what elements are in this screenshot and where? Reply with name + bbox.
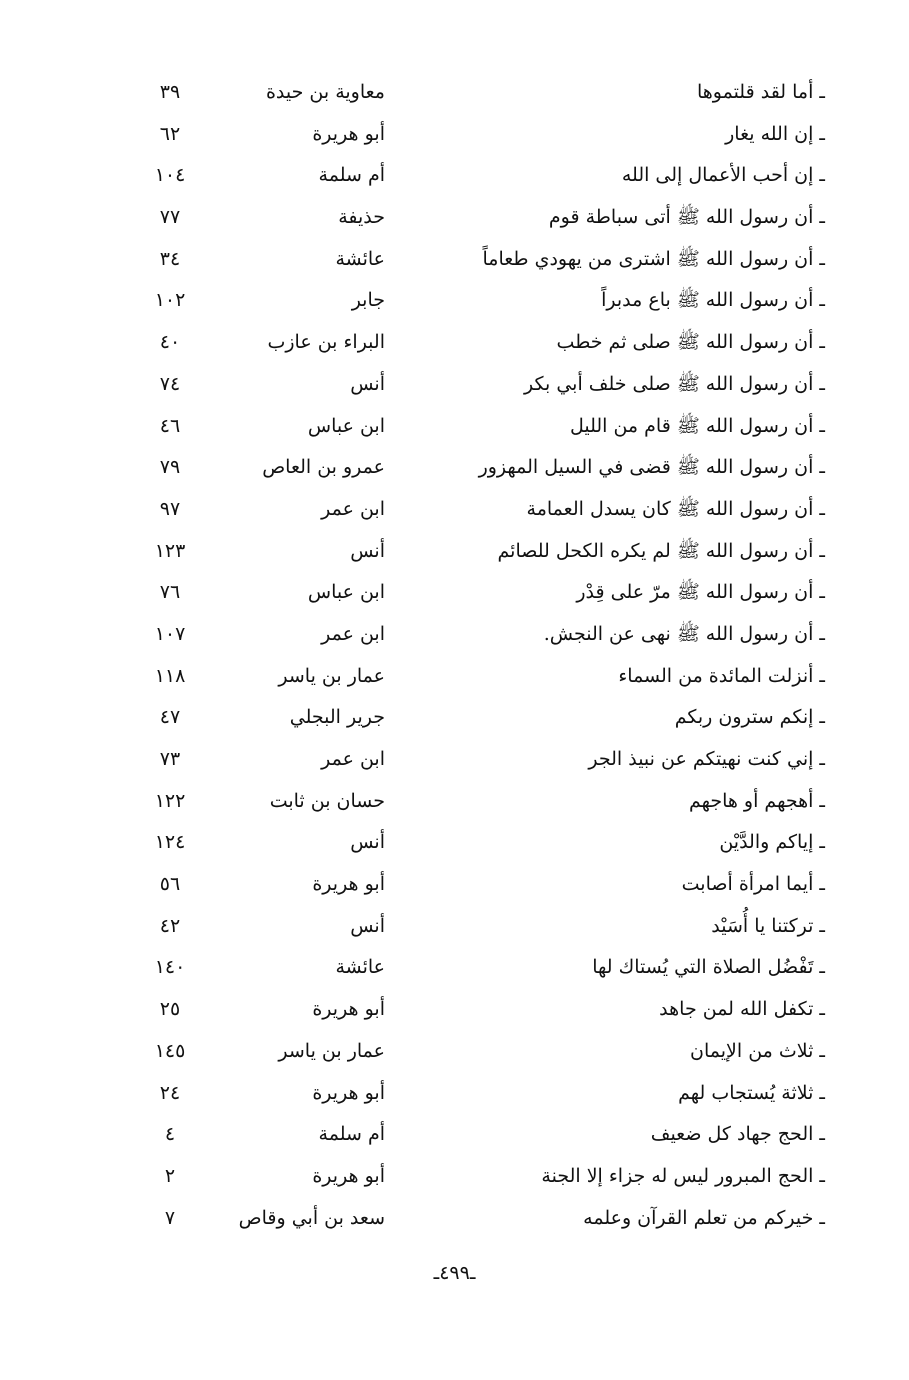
narrator-name: جرير البجلي <box>289 706 385 729</box>
narrator-name: أبو هريرة <box>312 1164 385 1187</box>
page-reference: ٧٣ <box>159 748 181 770</box>
index-row <box>0 989 909 1031</box>
page-reference: ١٤٠ <box>154 956 186 979</box>
narrator-name: ابن عباس <box>307 414 385 437</box>
index-row <box>0 614 909 656</box>
page-reference: ٤٧ <box>159 706 181 729</box>
narrator-name: جابر <box>351 289 385 312</box>
narrator-name: أبو هريرة <box>312 122 385 145</box>
narrator-name: ابن عباس <box>307 581 385 604</box>
narrator-name: عمار بن ياسر <box>278 664 385 687</box>
index-row <box>0 1114 909 1156</box>
narrator-name: أم سلمة <box>318 1123 385 1146</box>
hadith-text: ـ أن رسول الله ﷺ صلى ثم خطب <box>556 331 825 354</box>
narrator-name: أبو هريرة <box>312 1081 385 1104</box>
page-reference: ١٠٤ <box>154 164 186 187</box>
narrator-name: أنس <box>350 831 385 854</box>
index-row <box>0 447 909 489</box>
hadith-index-table <box>0 72 909 1239</box>
page-reference: ٣٤ <box>159 247 181 270</box>
page-reference: ٥٦ <box>159 873 181 896</box>
hadith-text: ـ أن رسول الله ﷺ قام من الليل <box>569 414 825 437</box>
index-row <box>0 531 909 573</box>
index-row <box>0 1031 909 1073</box>
index-row <box>0 364 909 406</box>
page-reference: ١٤٥ <box>154 1039 186 1062</box>
index-row <box>0 864 909 906</box>
narrator-name: حذيفة <box>338 206 385 229</box>
narrator-name: البراء بن عازب <box>267 331 385 354</box>
page-reference: ٩٧ <box>159 497 181 520</box>
narrator-name: ابن عمر <box>321 748 385 770</box>
narrator-name: أنس <box>350 372 385 395</box>
narrator-name: عمار بن ياسر <box>278 1039 385 1062</box>
hadith-text: ـ تَفْضُل الصلاة التي يُستاك لها <box>592 956 825 979</box>
narrator-name: عمرو بن العاص <box>262 456 385 479</box>
index-row <box>0 1073 909 1115</box>
index-row <box>0 739 909 781</box>
hadith-text: ـ الحج جهاد كل ضعيف <box>650 1123 825 1146</box>
index-row <box>0 322 909 364</box>
page-reference: ٢ <box>164 1164 176 1187</box>
hadith-text: ـ تركتنا يا أُسَيْد <box>711 914 825 937</box>
index-row <box>0 197 909 239</box>
hadith-text: ـ أن رسول الله ﷺ قضى في السيل المهزور <box>478 456 825 479</box>
page-reference: ١٢٤ <box>154 831 186 854</box>
hadith-text: ـ إني كنت نهيتكم عن نبيذ الجر <box>588 748 825 770</box>
page-reference: ٣٩ <box>159 81 181 103</box>
page-reference: ٢٤ <box>159 1081 181 1104</box>
narrator-name: معاوية بن حيدة <box>265 81 385 103</box>
hadith-text: ـ تكفل الله لمن جاهد <box>659 998 825 1021</box>
page-reference: ٤٦ <box>159 414 181 437</box>
page-reference: ٦٢ <box>159 122 181 145</box>
hadith-text: ـ أن رسول الله ﷺ اشترى من يهودي طعاماً <box>482 247 825 270</box>
page-reference: ٧٩ <box>159 456 181 479</box>
page-reference: ٢٥ <box>159 998 181 1021</box>
page-reference: ٧٦ <box>159 581 181 604</box>
hadith-text: ـ الحج المبرور ليس له جزاء إلا الجنة <box>541 1164 825 1187</box>
page-reference: ١٠٢ <box>154 289 186 312</box>
page-reference: ١٢٢ <box>154 789 186 812</box>
narrator-name: سعد بن أبي وقاص <box>238 1206 385 1229</box>
index-row <box>0 781 909 823</box>
page-reference: ٧ <box>164 1206 176 1229</box>
index-row <box>0 155 909 197</box>
hadith-text: ـ إن أحب الأعمال إلى الله <box>621 164 825 187</box>
page-reference: ٧٧ <box>159 206 181 229</box>
index-row <box>0 822 909 864</box>
narrator-name: عائشة <box>335 247 385 270</box>
page-reference: ١٢٣ <box>154 539 186 562</box>
hadith-text: ـ ثلاث من الإيمان <box>690 1039 825 1062</box>
narrator-name: أنس <box>350 539 385 562</box>
narrator-name: عائشة <box>335 956 385 979</box>
hadith-text: ـ أنزلت المائدة من السماء <box>618 664 825 687</box>
hadith-text: ـ خيركم من تعلم القرآن وعلمه <box>583 1206 825 1229</box>
index-row <box>0 572 909 614</box>
hadith-text: ـ أيما امرأة أصابت <box>681 873 825 896</box>
index-row <box>0 906 909 948</box>
hadith-text: ـ أن رسول الله ﷺ لم يكره الكحل للصائم <box>497 539 825 562</box>
narrator-name: أم سلمة <box>318 164 385 187</box>
page-reference: ١٠٧ <box>154 622 186 645</box>
narrator-name: أنس <box>350 914 385 937</box>
hadith-text: ـ أن رسول الله ﷺ باع مدبراً <box>601 289 825 312</box>
page-reference: ١١٨ <box>154 664 186 687</box>
hadith-text: ـ أن رسول الله ﷺ كان يسدل العمامة <box>526 497 825 520</box>
hadith-text: ـ أن رسول الله ﷺ صلى خلف أبي بكر <box>524 372 825 395</box>
index-row <box>0 114 909 156</box>
narrator-name: ابن عمر <box>321 497 385 520</box>
index-row <box>0 1198 909 1240</box>
narrator-name: ابن عمر <box>321 622 385 645</box>
index-row <box>0 72 909 114</box>
index-row <box>0 239 909 281</box>
index-row <box>0 489 909 531</box>
narrator-name: حسان بن ثابت <box>269 789 385 812</box>
hadith-text: ـ أما لقد قلتموها <box>696 81 825 103</box>
page-reference: ٤٢ <box>159 914 181 937</box>
index-row <box>0 280 909 322</box>
hadith-text: ـ أن رسول الله ﷺ أتى سباطة قوم <box>548 206 825 229</box>
page-number: ـ٤٩٩ـ <box>433 1262 476 1284</box>
index-row <box>0 1156 909 1198</box>
page-reference: ٤٠ <box>159 331 181 354</box>
hadith-text: ـ أهجهم أو هاجهم <box>688 789 825 812</box>
page-reference: ٤ <box>164 1123 176 1146</box>
index-row <box>0 656 909 698</box>
hadith-text: ـ إن الله يغار <box>725 122 825 145</box>
narrator-name: أبو هريرة <box>312 998 385 1021</box>
narrator-name: أبو هريرة <box>312 873 385 896</box>
index-row <box>0 697 909 739</box>
index-row <box>0 947 909 989</box>
index-row <box>0 406 909 448</box>
hadith-text: ـ إنكم سترون ربكم <box>674 706 825 729</box>
hadith-text: ـ أن رسول الله ﷺ مرّ على قِدْر <box>576 581 825 604</box>
hadith-text: ـ ثلاثة يُستجاب لهم <box>678 1081 825 1104</box>
hadith-text: ـ إياكم والدَّيْن <box>719 831 825 854</box>
page-reference: ٧٤ <box>159 372 181 395</box>
hadith-text: ـ أن رسول الله ﷺ نهى عن النجش. <box>543 622 825 645</box>
